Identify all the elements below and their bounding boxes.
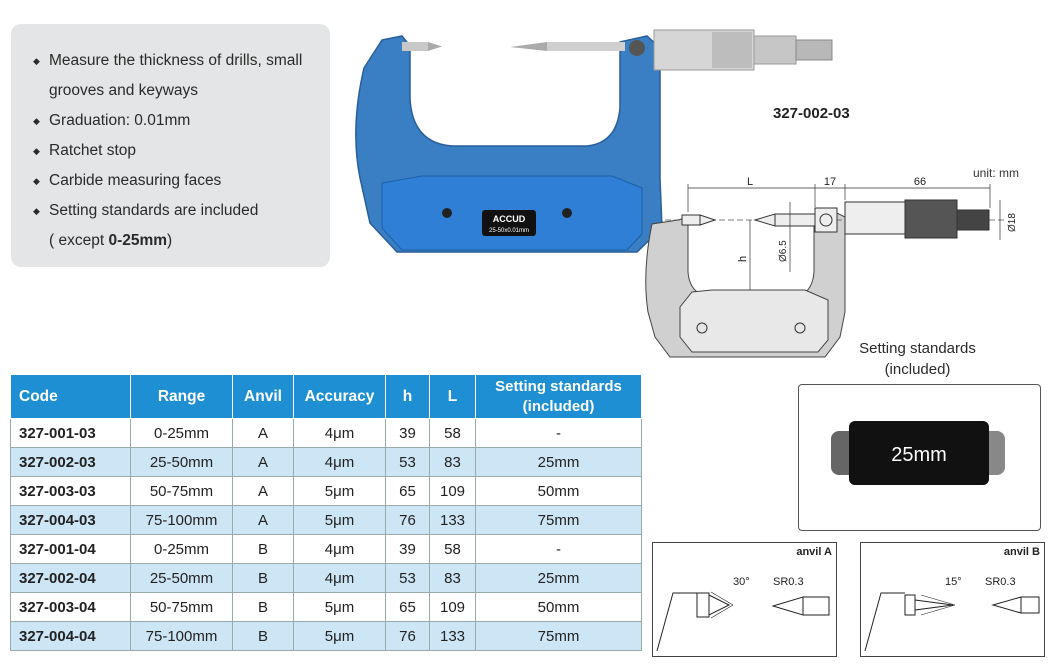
diamond-bullet-icon: ◆ xyxy=(33,56,40,66)
unit-label: unit: mm xyxy=(973,166,1020,180)
table-cell: 327-004-03 xyxy=(11,506,131,535)
setting-standard-rod xyxy=(799,385,1040,530)
dimension-drawing xyxy=(640,162,1040,362)
table-cell: 75-100mm xyxy=(131,506,233,535)
table-row xyxy=(11,419,642,448)
dimension-L-label: L xyxy=(746,176,754,188)
model-code: 327-002-03 xyxy=(773,105,850,122)
table-row xyxy=(11,506,642,535)
feature-item: ◆ Carbide measuring faces xyxy=(33,166,330,196)
table-cell: 327-002-04 xyxy=(11,564,131,593)
standard-size-label: 25mm xyxy=(891,444,947,466)
anvil-b-title: anvil B xyxy=(1003,546,1040,558)
dimension-17-label: 17 xyxy=(823,176,837,188)
table-cell: A xyxy=(233,448,294,477)
setting-standard-image xyxy=(798,384,1041,531)
table-cell: 0-25mm xyxy=(131,535,233,564)
column-header-h: h xyxy=(386,375,430,419)
setting-standards-label: Setting standards (included) xyxy=(859,340,976,378)
table-body xyxy=(11,419,642,651)
column-header-code: Code xyxy=(11,375,131,419)
anvil-b-detail xyxy=(860,542,1045,657)
table-cell: 50mm xyxy=(476,593,642,622)
table-cell: 109 xyxy=(430,593,476,622)
column-header-l: L xyxy=(430,375,476,419)
table-cell: 76 xyxy=(386,506,430,535)
table-cell: B xyxy=(233,622,294,651)
table-cell: 0-25mm xyxy=(131,419,233,448)
table-cell: 50-75mm xyxy=(131,593,233,622)
table-cell: 5μm xyxy=(294,593,386,622)
table-cell: 39 xyxy=(386,419,430,448)
table-row xyxy=(11,593,642,622)
table-row xyxy=(11,535,642,564)
table-cell: 25mm xyxy=(476,448,642,477)
range-label: 25-50x0.01mm xyxy=(488,228,530,234)
anvil-b-diagram xyxy=(861,543,1044,656)
brand-label: ACCUD xyxy=(492,214,526,224)
table-cell: 5μm xyxy=(294,477,386,506)
table-cell: 4μm xyxy=(294,564,386,593)
column-header-accuracy: Accuracy xyxy=(294,375,386,419)
table-cell: B xyxy=(233,593,294,622)
feature-item: ◆ Setting standards are included xyxy=(33,196,330,226)
table-cell: 65 xyxy=(386,593,430,622)
table-cell: - xyxy=(476,535,642,564)
diamond-bullet-icon: ◆ xyxy=(33,146,40,156)
dimension-h-label: h xyxy=(737,255,749,262)
table-cell: 75mm xyxy=(476,622,642,651)
table-cell: 327-003-03 xyxy=(11,477,131,506)
feature-item-continued: grooves and keyways xyxy=(49,82,199,99)
table-cell: 5μm xyxy=(294,622,386,651)
table-cell: 109 xyxy=(430,477,476,506)
column-header-anvil: Anvil xyxy=(233,375,294,419)
table-cell: 25-50mm xyxy=(131,564,233,593)
table-cell: 75mm xyxy=(476,506,642,535)
table-cell: 83 xyxy=(430,564,476,593)
table-header-row xyxy=(11,375,642,419)
diamond-bullet-icon: ◆ xyxy=(33,206,40,216)
anvil-a-detail xyxy=(652,542,837,657)
feature-item: ◆ Ratchet stop xyxy=(33,136,330,166)
table-cell: 58 xyxy=(430,535,476,564)
dimension-d65-label: Ø6.5 xyxy=(778,240,789,262)
table-row xyxy=(11,477,642,506)
features-list xyxy=(11,24,330,256)
table-cell: 76 xyxy=(386,622,430,651)
table-cell: 4μm xyxy=(294,448,386,477)
table-cell: 25-50mm xyxy=(131,448,233,477)
table-cell: B xyxy=(233,535,294,564)
feature-item: ◆ Graduation: 0.01mm xyxy=(33,106,330,136)
table-cell: 39 xyxy=(386,535,430,564)
table-cell: 58 xyxy=(430,419,476,448)
feature-item: ◆ Measure the thickness of drills, small xyxy=(33,46,330,76)
table-cell: 25mm xyxy=(476,564,642,593)
table-cell: 50-75mm xyxy=(131,477,233,506)
table-row xyxy=(11,564,642,593)
table-cell: 4μm xyxy=(294,535,386,564)
table-cell: - xyxy=(476,419,642,448)
table-cell: 65 xyxy=(386,477,430,506)
table-cell: 75-100mm xyxy=(131,622,233,651)
dimension-66-label: 66 xyxy=(913,176,927,188)
table-cell: 83 xyxy=(430,448,476,477)
table-row xyxy=(11,622,642,651)
anvil-a-angle: 30° xyxy=(733,576,750,588)
table-cell: 4μm xyxy=(294,419,386,448)
table-cell: A xyxy=(233,477,294,506)
feature-item-continued: ( except 0-25mm) xyxy=(49,232,173,249)
specification-table xyxy=(10,374,642,651)
table-cell: 53 xyxy=(386,448,430,477)
anvil-a-radius: SR0.3 xyxy=(773,576,804,588)
table-cell: 133 xyxy=(430,506,476,535)
features-panel xyxy=(11,24,330,267)
table-cell: A xyxy=(233,419,294,448)
dimension-d18-label: Ø18 xyxy=(1007,213,1018,232)
table-cell: 327-001-04 xyxy=(11,535,131,564)
anvil-a-title: anvil A xyxy=(796,546,832,558)
table-cell: 327-002-03 xyxy=(11,448,131,477)
column-header-range: Range xyxy=(131,375,233,419)
table-cell: 327-003-04 xyxy=(11,593,131,622)
diamond-bullet-icon: ◆ xyxy=(33,176,40,186)
column-header-setting-standards: Setting standards (included) xyxy=(476,375,642,419)
table-cell: B xyxy=(233,564,294,593)
table-row xyxy=(11,448,642,477)
table-cell: 50mm xyxy=(476,477,642,506)
table-cell: 53 xyxy=(386,564,430,593)
anvil-b-radius: SR0.3 xyxy=(985,576,1016,588)
anvil-b-angle: 15° xyxy=(945,576,962,588)
diamond-bullet-icon: ◆ xyxy=(33,116,40,126)
table-cell: 327-001-03 xyxy=(11,419,131,448)
table-cell: 327-004-04 xyxy=(11,622,131,651)
anvil-a-diagram xyxy=(653,543,836,656)
table-cell: 5μm xyxy=(294,506,386,535)
table-cell: 133 xyxy=(430,622,476,651)
table-cell: A xyxy=(233,506,294,535)
